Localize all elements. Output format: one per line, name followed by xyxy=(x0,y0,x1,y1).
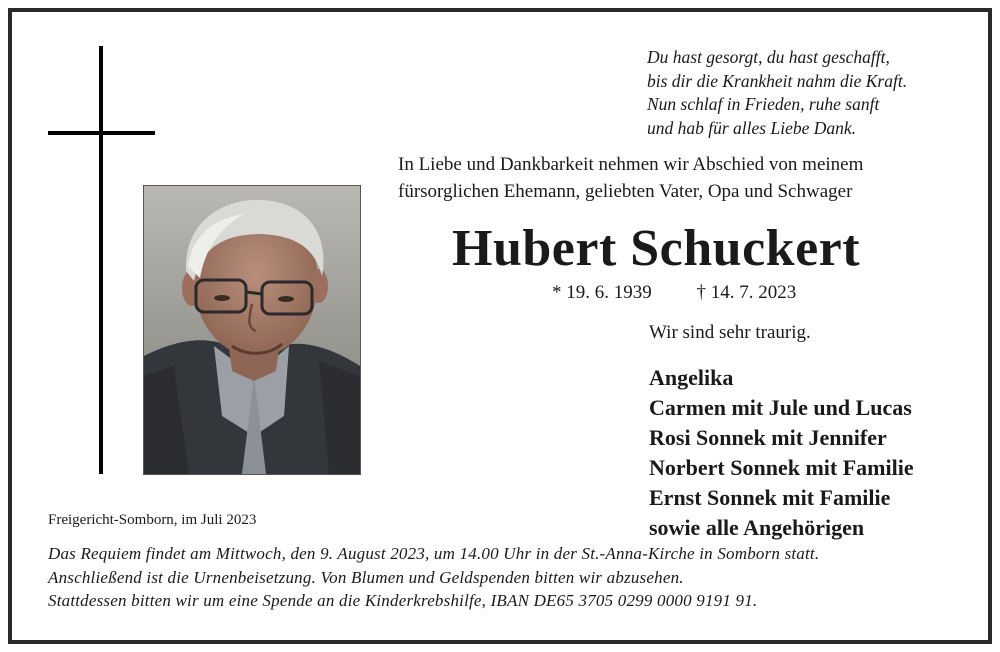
poem-line: und hab für alles Liebe Dank. xyxy=(647,117,857,138)
mourner: Norbert Sonnek mit Familie xyxy=(649,455,914,480)
intro-text xyxy=(398,151,863,205)
deceased-name: Hubert Schuckert xyxy=(452,220,861,277)
mourner: sowie alle Angehörigen xyxy=(649,515,865,540)
portrait-photo xyxy=(143,185,361,475)
sad-note: Wir sind sehr traurig. xyxy=(649,322,811,343)
mourner: Rosi Sonnek mit Jennifer xyxy=(649,425,887,450)
notice-line: Stattdessen bitten wir um eine Spende an die Kinderkrebshilfe, IBAN DE65 3705 0299 0000 9191 91. xyxy=(48,591,758,610)
mourners-list xyxy=(649,363,914,543)
death-date: † 14. 7. 2023 xyxy=(696,282,797,303)
poem-line: Du hast gesorgt, du hast geschafft, xyxy=(647,47,890,67)
birth-date: * 19. 6. 1939 xyxy=(552,282,652,303)
funeral-notice xyxy=(48,542,819,613)
mourner: Ernst Sonnek mit Familie xyxy=(649,485,891,510)
poem xyxy=(647,46,907,140)
poem-line: Nun schlaf in Frieden, ruhe sanft xyxy=(647,94,880,114)
notice-line: Das Requiem findet am Mittwoch, den 9. August 2023, um 14.00 Uhr in der St.-Anna-Kirche in Somborn statt. xyxy=(48,544,820,563)
life-dates xyxy=(552,282,796,304)
mourner: Angelika xyxy=(649,365,734,390)
intro-line: In Liebe und Dankbarkeit nehmen wir Abschied von meinem xyxy=(398,154,864,175)
poem-line: bis dir die Krankheit nahm die Kraft. xyxy=(647,70,908,91)
intro-line: fürsorglichen Ehemann, geliebten Vater, Opa und Schwager xyxy=(398,181,853,202)
obituary-frame xyxy=(8,8,992,644)
notice-line: Anschließend ist die Urnenbeisetzung. Von Blumen und Geldspenden bitten wir abzusehen. xyxy=(48,567,684,587)
place-date: Freigericht-Somborn, im Juli 2023 xyxy=(48,512,257,528)
mourner: Carmen mit Jule und Lucas xyxy=(649,395,912,420)
